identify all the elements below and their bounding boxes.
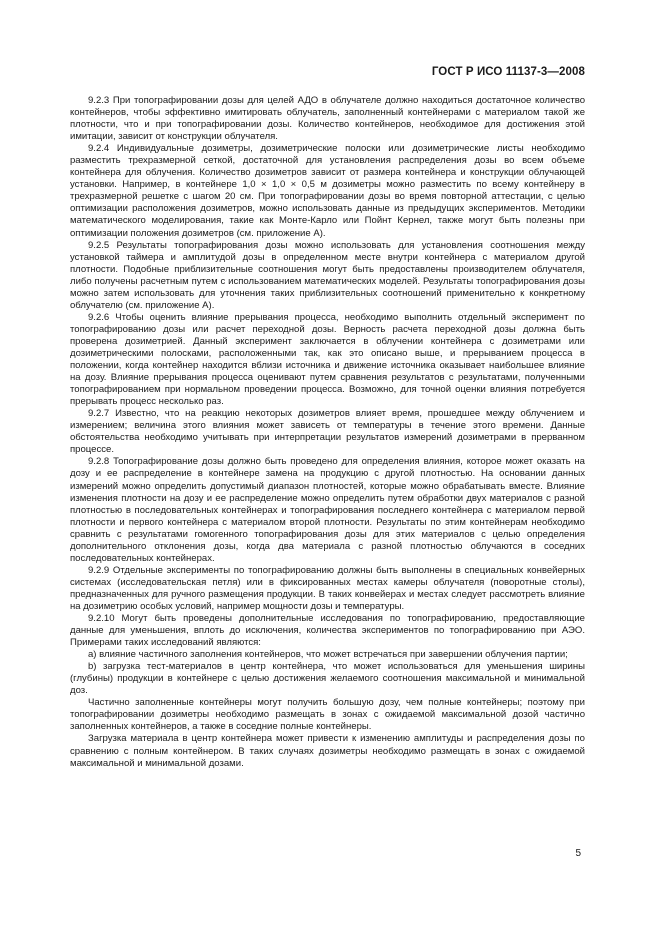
paragraph-9-2-8: 9.2.8 Топографирование дозы должно быть проведено для определения влияния, которое может оказать на дозу и ее распределение в контейнере замена на продукцию с другой плотностью. На основании данных измерений можно определить допустимый диапазон плотностей, которые можно обрабатывать вместе. Влияние изменения плотности на дозу и ее распределение можно определить путем обработки двух материалов с разной плотностью в последовательных контейнерах и топографирования последнего контейнера с материалом первой плотности и первого контейнера с материалом второй плотности. Результаты по этим контейнерам необходимо сравнить с результатами гомогенного топографирования дозы для этих материалов с целью определения дополнительного отклонения дозы, когда два материала с разной плотностью облучаются в соседних последовательных контейнерах. (70, 456, 585, 564)
standard-header: ГОСТ Р ИСО 11137-3—2008 (431, 66, 585, 78)
paragraph-9-2-9: 9.2.9 Отдельные эксперименты по топографированию должны быть выполнены в специальных конвейерных системах (исследовательская петля) или в фиксированных местах камеры облучателя (поворотные столы), предназначенных для ручного размещения продукции. В таких конвейерах и местах следует рассмотреть влияние на дозиметрию особых условий, например мощности дозы и температуры. (70, 564, 585, 612)
paragraph-partial-containers: Частично заполненные контейнеры могут получить большую дозу, чем полные контейнеры; поэтому при топографировании дозиметры необходимо размещать в зонах с ожидаемой максимальной дозой частично заполненных контейнеров, а также в соседние полные контейнеры. (70, 697, 585, 733)
paragraph-9-2-10: 9.2.10 Могут быть проведены дополнительные исследования по топографированию, предоставляющие данные для уменьшения, вплоть до исключения, количества экспериментов по топографированию при АЭО. Примерами таких исследований являются: (70, 613, 585, 649)
paragraph-center-loading: Загрузка материала в центр контейнера может привести к изменению амплитуды и распределения дозы по сравнению с полным контейнером. В таких случаях дозиметры необходимо размещать в зонах с ожидаемой максимальной и минимальной дозами. (70, 733, 585, 769)
paragraph-9-2-4: 9.2.4 Индивидуальные дозиметры, дозиметрические полоски или дозиметрические листы необходимо разместить трехразмерной сеткой, достаточной для установления распределения дозы во всем объеме контейнера для облучения. Количество дозиметров зависит от размера контейнера и конструкции облучающей установки. Например, в контейнере 1,0 × 1,0 × 0,5 м дозиметры можно разместить по всему контейнеру в трехразмерной решетке с шагом 20 см. При топографировании дозы во время повторной аттестации, с целью оптимизации расположения дозиметров, можно использовать данные из предыдущих экспериментов. Методики математического моделирования, такие как Монте-Карло или Пойнт Кернел, также могут быть полезны при оптимизации положения дозиметров (см. приложение А). (70, 143, 585, 239)
list-item-a: а) влияние частичного заполнения контейнеров, что может встречаться при завершении облучения партии; (88, 649, 568, 661)
paragraph-9-2-7: 9.2.7 Известно, что на реакцию некоторых дозиметров влияет время, прошедшее между облучением и измерением; величина этого влияния может зависеть от температуры в течение этого времени. Данные обстоятельства необходимо учитывать при интерпретации результатов измерений дозиметрами в прерванном процессе. (70, 408, 585, 456)
page-number: 5 (575, 848, 581, 859)
paragraph-9-2-3: 9.2.3 При топографировании дозы для целей АДО в облучателе должно находиться достаточное количество контейнеров, чтобы эффективно имитировать облучатель, заполненный контейнерами с материалом такой же плотности, что и при топографировании дозы. Количество контейнеров, необходимое для достижения этой имитации, зависит от конструкции облучателя. (70, 95, 585, 143)
list-item-b: b) загрузка тест-материалов в центр контейнера, что может использоваться для уменьшения ширины (глубины) продукции в контейнере с целью достижения желаемого соотношения максимальной и минимальной доз. (70, 661, 585, 697)
paragraph-9-2-6: 9.2.6 Чтобы оценить влияние прерывания процесса, необходимо выполнить отдельный эксперимент по топографированию дозы или расчет переходной дозы. Верность расчета переходной дозы должна быть проверена дозиметрией. Данный эксперимент заключается в облучении контейнера с дозиметрами или дозиметрическими полосками, расположенными так, как это описано выше, и прерыванием процесса в положении, когда контейнер находится вблизи источника и движение источника оказывает наибольшее влияние на дозу. Влияние прерывания процесса оценивают путем сравнения результатов с результатами, полученными топографированием при нормальном проведении процесса. Возможно, для точной оценки влияния потребуется прерывать процесс несколько раз. (70, 311, 585, 408)
paragraph-9-2-5: 9.2.5 Результаты топографирования дозы можно использовать для установления соотношения между установкой таймера и амплитудой дозы в определенном месте внутри контейнера с материалом другой плотности. Подобные приблизительные соотношения могут быть предоставлены производителем облучателя, либо получены расчетным путем с использованием математических моделей. Результаты топографирования дозы можно затем использовать для уточнения таких приблизительных соотношений применительно к конкретному облучателю (см. приложение А). (70, 239, 585, 311)
body-text (70, 95, 585, 770)
